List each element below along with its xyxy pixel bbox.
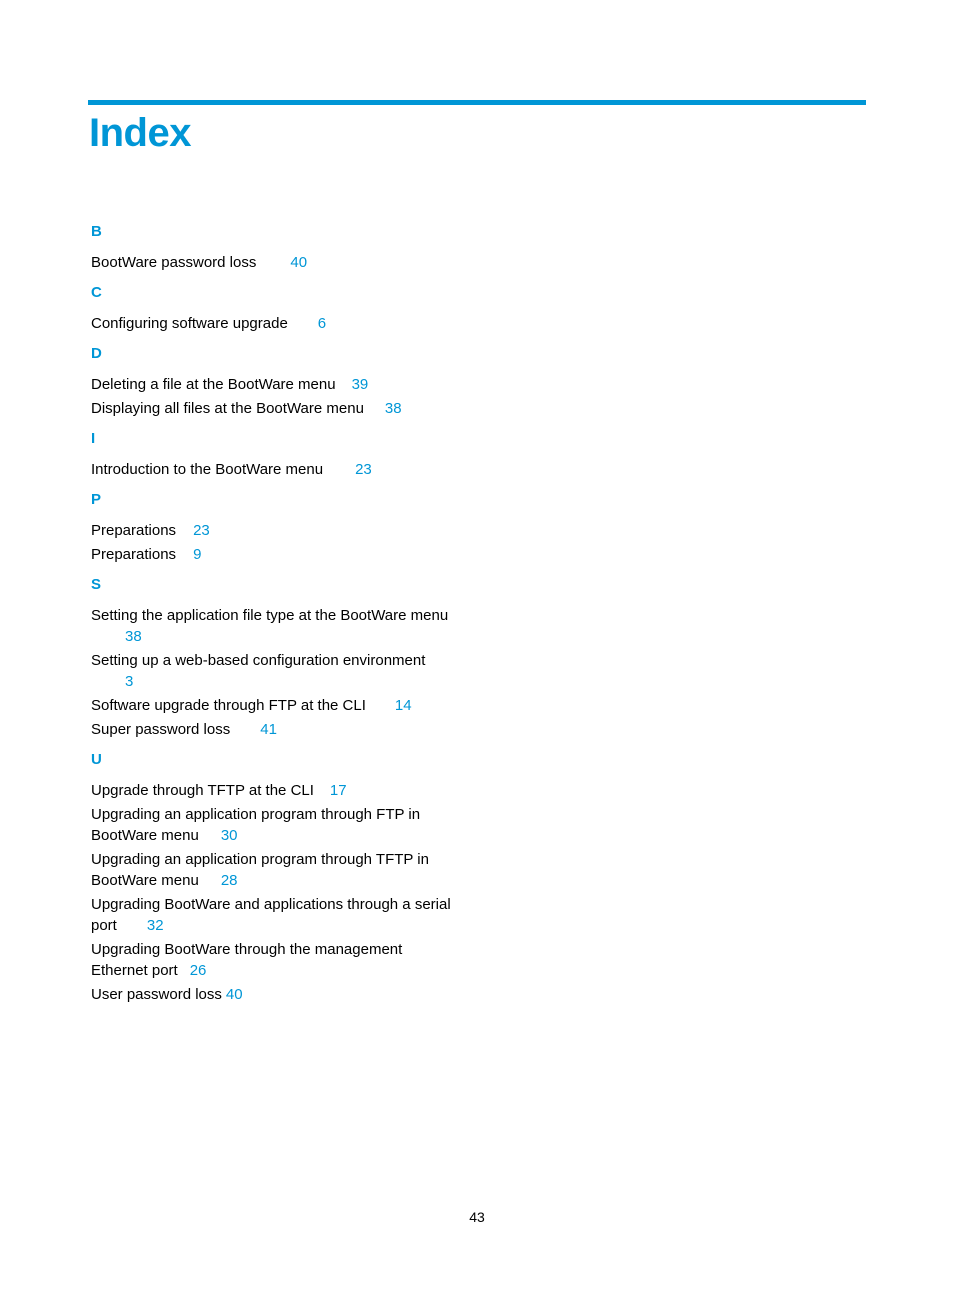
page-link[interactable]: 14 [394, 697, 412, 714]
index-letter-b: B [91, 223, 102, 240]
page-number: 43 [469, 1209, 485, 1225]
index-letter-u: U [91, 751, 102, 768]
entry-text: Software upgrade through FTP at the CLI [91, 697, 366, 714]
page-link[interactable]: 41 [260, 721, 277, 738]
entry-text: Setting up a web-based configuration environment [91, 652, 426, 669]
index-entry [91, 650, 471, 692]
index-letter-c: C [91, 284, 102, 301]
entry-text: Preparations [91, 546, 177, 563]
page-link[interactable]: 40 [290, 254, 308, 271]
page-link[interactable]: 32 [146, 917, 164, 934]
index-entry [91, 894, 451, 936]
index-list [91, 222, 471, 1008]
page-link[interactable]: 23 [355, 461, 372, 478]
page-title: Index [89, 111, 191, 155]
entry-text: Upgrading BootWare through the management Ethernet port [91, 941, 403, 979]
index-entry [91, 313, 471, 334]
index-letter-d: D [91, 345, 102, 362]
entry-text: Preparations [91, 522, 177, 539]
page-link[interactable]: 38 [125, 628, 142, 645]
page-link[interactable]: 40 [225, 986, 243, 1003]
index-entry [91, 252, 471, 273]
entry-text: Super password loss [91, 721, 231, 738]
entry-text: Upgrading an application program through FTP in BootWare menu [91, 806, 421, 844]
index-entry [91, 520, 471, 541]
entry-text: Configuring software upgrade [91, 315, 288, 332]
entry-text: Setting the application file type at the BootWare menu [91, 607, 449, 624]
index-entry [91, 695, 471, 716]
index-entry [91, 849, 461, 891]
entry-text: Deleting a file at the BootWare menu [91, 376, 336, 393]
index-entry [91, 544, 471, 565]
entry-text: Upgrade through TFTP at the CLI [91, 782, 314, 799]
entry-text: Upgrading an application program through TFTP in BootWare menu [91, 851, 429, 889]
index-entry [91, 984, 471, 1005]
index-letter-i: I [91, 430, 96, 447]
index-entry [91, 719, 471, 740]
index-entry [91, 939, 436, 981]
index-letter-p: P [91, 491, 102, 508]
index-entry [91, 605, 471, 647]
page-link[interactable]: 23 [193, 522, 210, 539]
page-link[interactable]: 17 [329, 782, 347, 799]
index-letter-s: S [91, 576, 102, 593]
index-entry [91, 780, 471, 801]
entry-text: Displaying all files at the BootWare menu [91, 400, 364, 417]
page-link[interactable]: 38 [384, 400, 402, 417]
index-entry [91, 374, 471, 395]
page-link[interactable]: 3 [125, 673, 134, 690]
page-link[interactable]: 39 [351, 376, 369, 393]
entry-text: User password loss [91, 986, 222, 1003]
entry-text: BootWare password loss [91, 254, 257, 271]
entry-text: Introduction to the BootWare menu [91, 461, 324, 478]
page-link[interactable]: 6 [317, 315, 327, 332]
page-link[interactable]: 26 [189, 962, 207, 979]
index-entry [91, 804, 451, 846]
page-link[interactable]: 30 [220, 827, 238, 844]
page-link[interactable]: 28 [220, 872, 238, 889]
entry-text: Upgrading BootWare and applications through a serial port [91, 896, 451, 934]
title-rule [88, 100, 866, 105]
page-link[interactable]: 9 [193, 546, 202, 563]
index-entry [91, 398, 471, 419]
index-entry [91, 459, 471, 480]
